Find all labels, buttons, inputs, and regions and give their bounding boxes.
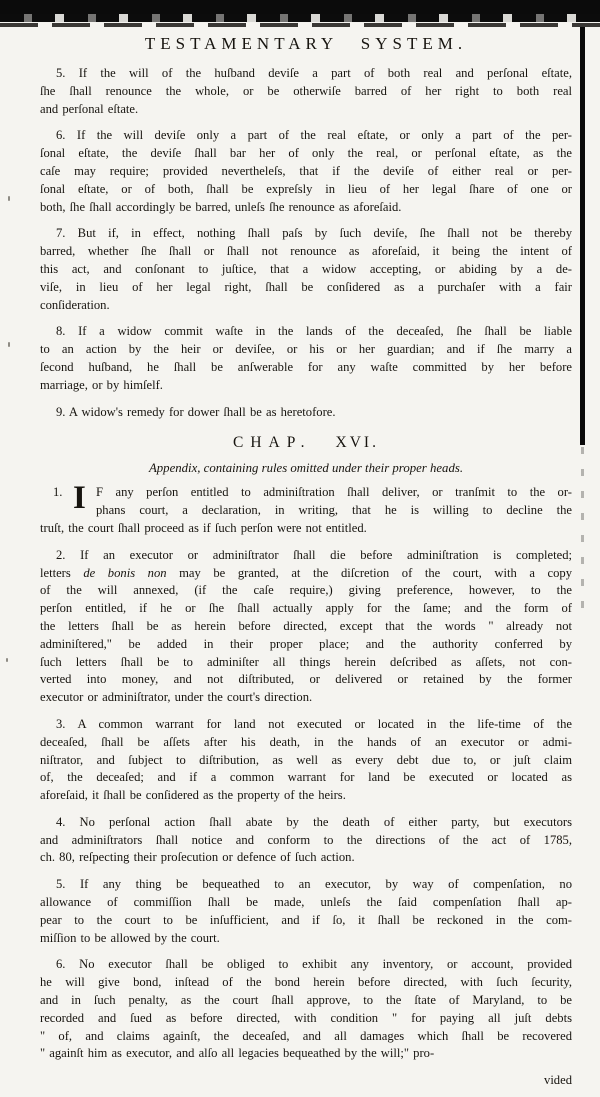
text-line: and adminiſtrators ſhall notice and conform to the directions of the act of 1785, bbox=[40, 832, 572, 847]
text-line: and in ſuch penalty, as the court ſhall approve, to the ſtate of Maryland, to be bbox=[40, 993, 572, 1008]
paragraph-sec9 bbox=[40, 404, 572, 422]
text-line: marriage, or by himſelf. bbox=[40, 377, 163, 392]
text-line: viſe, in lieu of her legal right, ſhall be conſidered as a purchaſer with a fair bbox=[40, 279, 572, 294]
page-edge-band-ragged bbox=[0, 14, 600, 22]
page-edge-band-dashes bbox=[0, 23, 600, 27]
scan-artifact bbox=[8, 342, 10, 347]
text-line: " of, and claims againſt, the deceaſed, and all damages which ſhall be recovered bbox=[40, 1028, 572, 1043]
text-line: this act, and conſonant to juſtice, that a widow accepting, or abiding by a de- bbox=[40, 261, 572, 276]
text-line: allowance of commiſſion ſhall be made, unleſs the ſaid compenſation ſhall ap- bbox=[40, 895, 572, 910]
paragraph-app3 bbox=[40, 716, 572, 805]
drop-cap bbox=[40, 480, 96, 518]
text-line: ſecond huſband, he ſhall be anſwerable for any waſte committed by her before bbox=[40, 359, 572, 374]
page-edge-band bbox=[0, 0, 600, 14]
page-title: TESTAMENTARY SYSTEM. bbox=[144, 34, 468, 53]
text-line: adminiſtered," be added in their proper place; and the authority conferred by bbox=[40, 636, 572, 651]
text-line: 9. A widow's remedy for dower ſhall be as heretofore. bbox=[56, 404, 336, 419]
text-line: miſſion to be allowed by the court. bbox=[40, 930, 220, 945]
text-line: conſideration. bbox=[40, 297, 110, 312]
paragraph-sec7 bbox=[40, 225, 572, 314]
text-line: 2. If an executor or adminiſtrator ſhall die before adminiſtration is completed; bbox=[56, 547, 572, 562]
drop-cap-letter: I bbox=[73, 480, 86, 517]
text-line: caſe may require; provided nevertheleſs, that if the deviſe of either real or per- bbox=[40, 163, 572, 178]
right-margin-rule bbox=[580, 27, 585, 445]
text-line: 6. If the will deviſe only a part of the real eſtate, or only a part of the per- bbox=[56, 128, 572, 143]
chapter-word: CHAP. bbox=[233, 434, 312, 452]
text-line: 3. A common warrant for land not executed or located in the life-time of the bbox=[56, 716, 572, 731]
text-line: 8. If a widow commit waſte in the lands of the deceaſed, ſhe ſhall be liable bbox=[56, 324, 572, 339]
paragraph-number: 1. bbox=[53, 485, 63, 500]
scan-artifact bbox=[8, 196, 10, 201]
text-line: and perſonal eſtate. bbox=[40, 101, 139, 116]
scan-artifact bbox=[6, 658, 8, 662]
text-line: 5. If any thing be bequeathed to an executor, by way of compenſation, no bbox=[56, 877, 572, 892]
text-line: aforeſaid, it ſhall be conſidered as the property of the heirs. bbox=[40, 788, 346, 803]
appendix-subheading: Appendix, containing rules omitted under their proper heads. bbox=[148, 461, 464, 476]
text-line: 4. No perſonal action ſhall abate by the death of either party, but executors bbox=[56, 814, 572, 829]
right-margin-rule-fade bbox=[581, 447, 584, 617]
text-line: recorded and ſued as before directed, with condition " for paying all juſt debts bbox=[40, 1010, 572, 1025]
paragraph-app2 bbox=[40, 547, 572, 707]
text-line: phans court, a declaration, in writing, that he is willing to decline the bbox=[96, 503, 572, 518]
text-line: both, ſhe ſhall accordingly be barred, unleſs ſhe renounce as aforeſaid. bbox=[40, 199, 402, 214]
text-line: ch. 80, reſpecting their proſecution or defence of ſuch action. bbox=[40, 850, 355, 865]
text-line: executor or adminiſtrator, under the court's direction. bbox=[40, 690, 313, 705]
paragraph-sec6 bbox=[40, 127, 572, 216]
paragraph-sec8 bbox=[40, 323, 572, 394]
text-line: barred, whether ſhe ſhall or ſhall not renounce as aforeſaid, it being the intent of bbox=[40, 244, 572, 259]
catchword: vided bbox=[544, 1073, 572, 1088]
text-line: niſtrator, and ſubject to diſtribution, as well as every debt due to, or juſt claim bbox=[40, 752, 572, 767]
chapter-number: XVI. bbox=[335, 434, 379, 452]
paragraph-sec5 bbox=[40, 65, 572, 118]
text-line: truſt, the court ſhall proceed as if ſuch perſon were not entitled. bbox=[40, 520, 367, 535]
paragraph-app1 bbox=[40, 480, 572, 537]
text-line: the letters ſhall be as herein before directed, except that the words " already not bbox=[40, 618, 572, 633]
text-line: deceaſed, ſhall be aſſets after his death, in the hands of an executor or admi- bbox=[40, 734, 572, 749]
text-line: pear to the court to be inſufficient, and if ſo, it ſhall be reckoned in the com- bbox=[40, 912, 572, 927]
chapter-heading bbox=[40, 434, 572, 452]
text-line: " againſt him as executor, and alſo all legacies bequeathed by the will;" pro- bbox=[40, 1046, 435, 1061]
text-line: 5. If the will of the huſband deviſe a part of both real and perſonal eſtate, bbox=[56, 66, 572, 80]
text-line: perſon entitled, if he or ſhe ſhall actually apply for the ſame; and the form of bbox=[40, 601, 572, 616]
text-line: ſonal eſtate, the deviſe ſhall bar her of only the real, or perſonal eſtate, as the bbox=[40, 146, 572, 161]
text-line: ſhe ſhall renounce the whole, or be otherwiſe barred of her right to both real bbox=[40, 83, 572, 98]
text-line: of, the deceaſed; and if a common warrant for land be executed or located as bbox=[40, 770, 572, 785]
paragraph-app5 bbox=[40, 876, 572, 947]
text-line: 7. But if, in effect, nothing ſhall paſs by ſuch deviſe, ſhe ſhall not be thereby bbox=[56, 226, 572, 241]
text-line: he will give bond, inſtead of the bond herein before directed, with ſuch ſecurity, bbox=[40, 975, 572, 990]
text-line: letters de bonis non may be granted, at the diſcretion of the court, with a copy bbox=[40, 565, 572, 580]
text-line: F any perſon entitled to adminiſtration ſhall deliver, or tranſmit to the or- bbox=[96, 485, 572, 500]
text-line: ſonal eſtate, or of both, ſhall be expreſsly in lieu of her legal ſhare of one or bbox=[40, 181, 572, 196]
text-line: verted into money, and not diſtributed, or delivered or retained by the former bbox=[40, 672, 572, 687]
text-line: to an action by the heir or deviſee, or his or her guardian; and if ſhe marry a bbox=[40, 342, 572, 357]
paragraph-app4 bbox=[40, 814, 572, 867]
paragraph-app6 bbox=[40, 956, 572, 1063]
page-content bbox=[40, 34, 572, 1090]
text-line: 6. No executor ſhall be obliged to exhibit any inventory, or account, provided bbox=[56, 957, 572, 972]
text-line: ſuch letters ſhall be to adminiſter all things herein deſcribed as aſſets, not con- bbox=[40, 654, 572, 669]
text-line: of the will annexed, (if the caſe require,) giving preference, however, to the bbox=[40, 583, 572, 598]
